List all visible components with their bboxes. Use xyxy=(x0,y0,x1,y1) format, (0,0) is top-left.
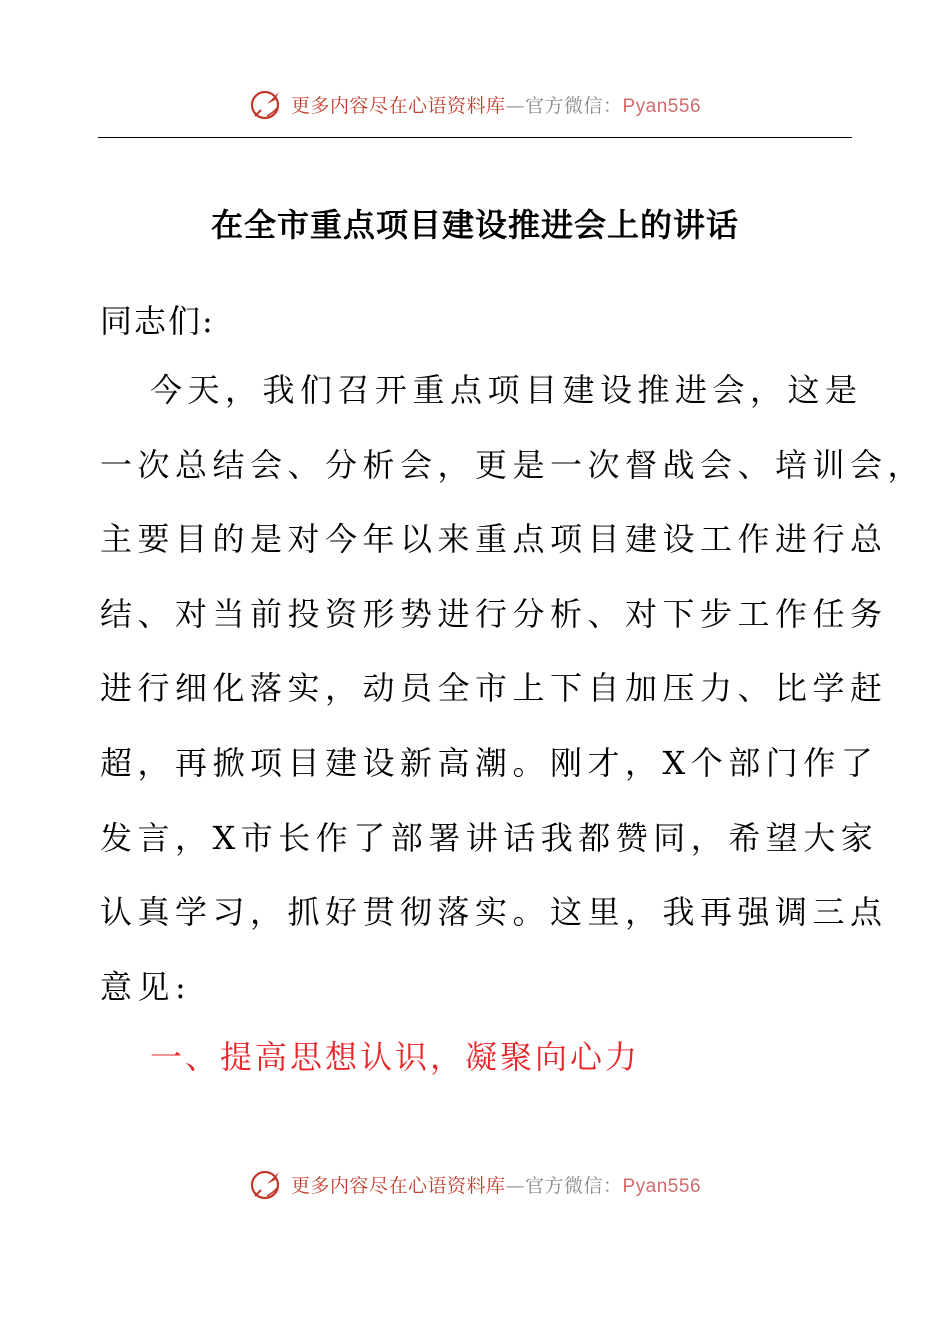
quill-logo-icon xyxy=(249,1166,285,1202)
body-line: 一次总结会、分析会，更是一次督战会、培训会， xyxy=(100,445,926,484)
salutation: 同志们: xyxy=(100,302,215,340)
footer-watermark xyxy=(0,1164,950,1204)
watermark-label: 官方微信： xyxy=(524,94,623,117)
quill-logo-icon xyxy=(249,86,285,122)
document-title: 在全市重点项目建设推进会上的讲话 xyxy=(210,206,739,244)
watermark-label: 官方微信： xyxy=(524,1174,623,1197)
body-line: 进行细化落实，动员全市上下自加压力、比学赶 xyxy=(100,669,888,708)
section-heading: 一、提高思想认识，凝聚向心力 xyxy=(150,1038,641,1076)
body-line: 超，再掀项目建设新高潮。刚才，X个部门作了 xyxy=(100,743,879,782)
header-watermark xyxy=(0,84,950,124)
body-line: 意见: xyxy=(100,967,192,1006)
header-divider xyxy=(98,137,852,138)
watermark-text: 更多内容尽在心语资料库 xyxy=(290,94,506,117)
watermark-dash: — xyxy=(505,94,525,117)
watermark-id: Pyan556 xyxy=(622,95,702,117)
watermark-dash: — xyxy=(505,1174,525,1197)
body-line: 今天，我们召开重点项目建设推进会，这是 xyxy=(150,371,863,409)
body-line: 认真学习，抓好贯彻落实。这里，我再强调三点 xyxy=(100,893,888,932)
body-line: 主要目的是对今年以来重点项目建设工作进行总 xyxy=(100,520,888,559)
watermark-text: 更多内容尽在心语资料库 xyxy=(290,1174,506,1197)
body-line: 发言，X市长作了部署讲话我都赞同，希望大家 xyxy=(100,818,879,857)
body-line: 结、对当前投资形势进行分析、对下步工作任务 xyxy=(100,594,888,633)
watermark-id: Pyan556 xyxy=(622,1175,702,1197)
body-paragraph xyxy=(100,362,926,1033)
